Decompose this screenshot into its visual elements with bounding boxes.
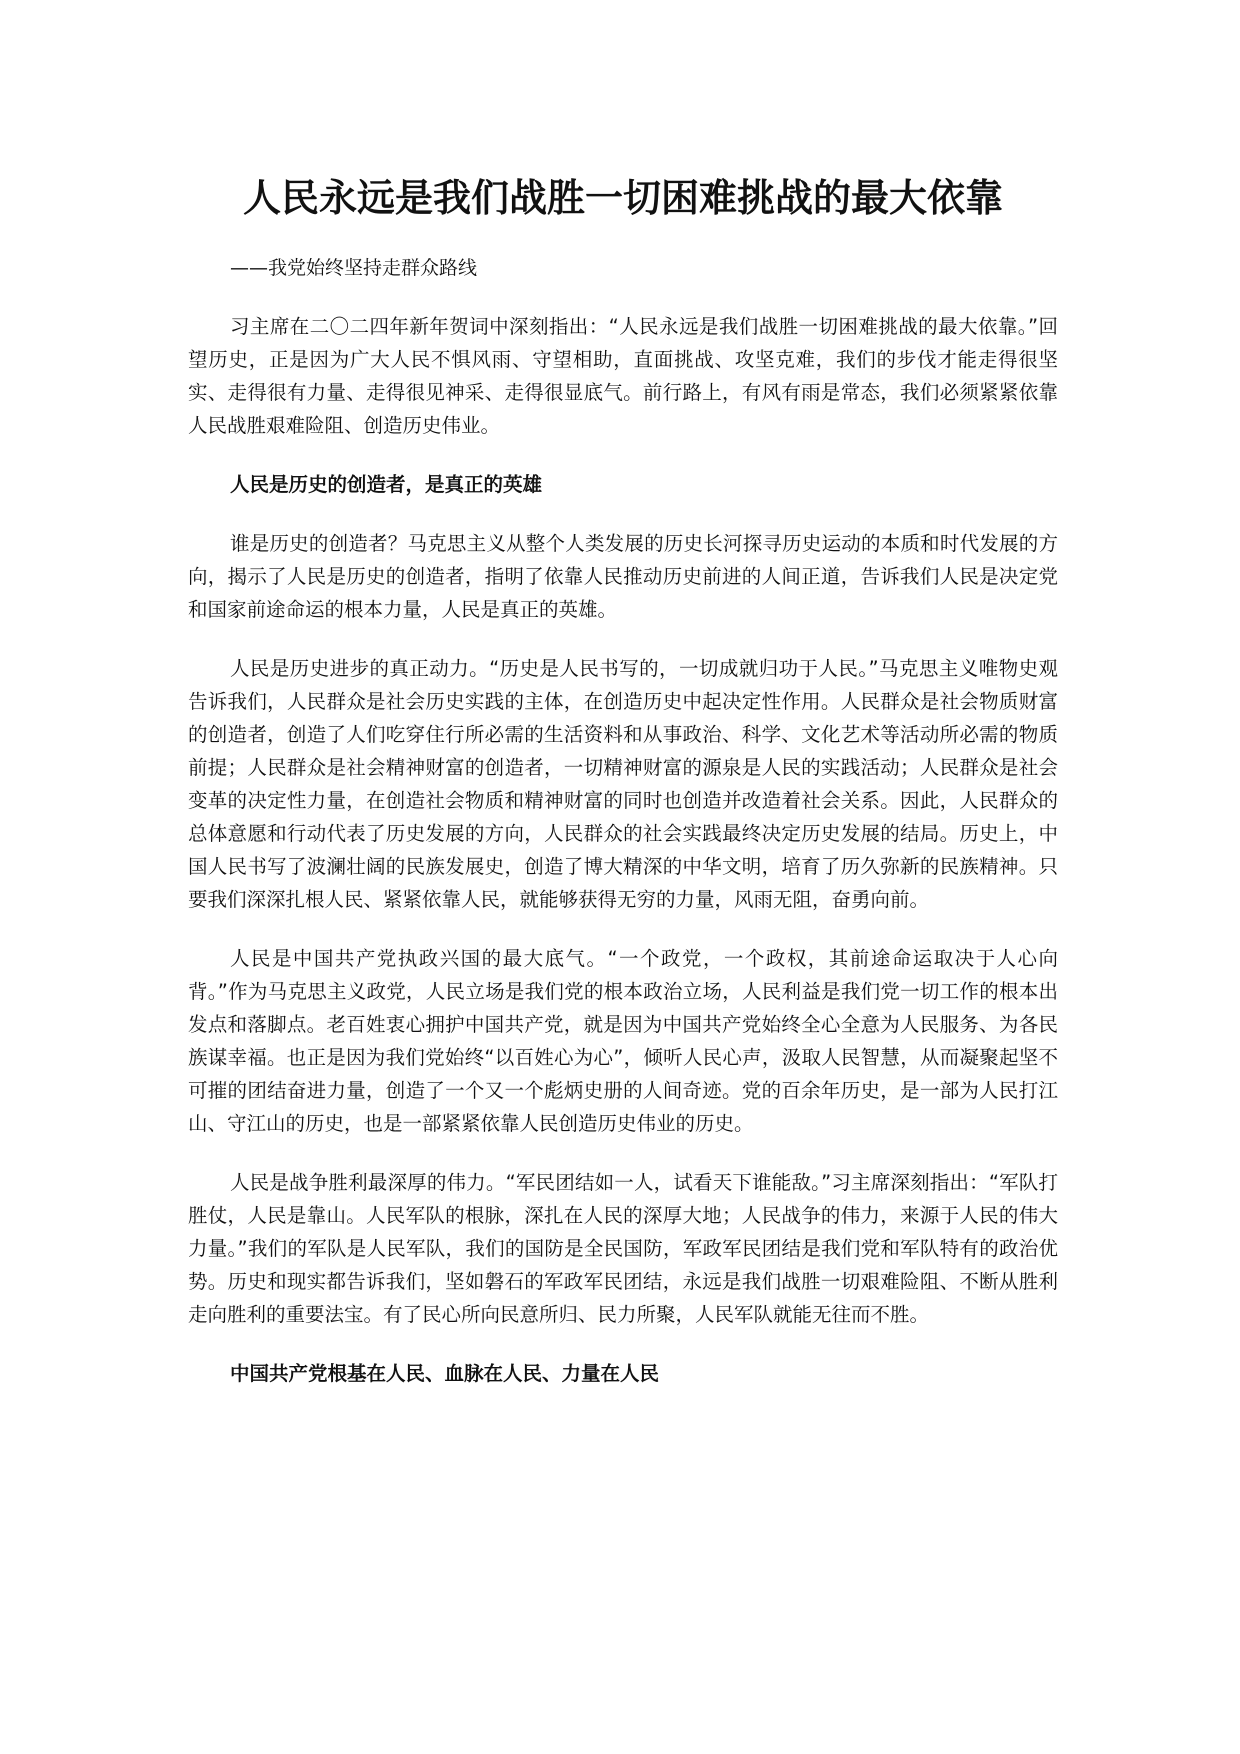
paragraph-2: 人民是历史进步的真正动力。“历史是人民书写的，一切成就归功于人民。”马克思主义唯物史观告诉我们，人民群众是社会历史实践的主体，在创造历史中起决定性作用。人民群众是社会物质财富的创造者，创造了人们吃穿住行所必需的生活资料和从事政治、科学、文化艺术等活动所必需的物质前提；人民群众是社会精神财富的创造者，一切精神财富的源泉是人民的实践活动；人民群众是社会变革的决定性力量，在创造社会物质和精神财富的同时也创造并改造着社会关系。因此，人民群众的总体意愿和行动代表了历史发展的方向，人民群众的社会实践最终决定历史发展的结局。历史上，中国人民书写了波澜壮阔的民族发展史，创造了博大精深的中华文明，培育了历久弥新的民族精神。只要我们深深扎根人民、紧紧依靠人民，就能够获得无穷的力量，风雨无阻，奋勇向前。 <box>188 657 1058 911</box>
document-title: 人民永远是我们战胜一切困难挑战的最大依靠 <box>242 176 1003 220</box>
document-subtitle: ——我党始终坚持走群众路线 <box>230 257 478 279</box>
paragraph-1: 谁是历史的创造者？马克思主义从整个人类发展的历史长河探寻历史运动的本质和时代发展的方向，揭示了人民是历史的创造者，指明了依靠人民推动历史前进的人间正道，告诉我们人民是决定党和国家前途命运的根本力量，人民是真正的英雄。 <box>188 532 1058 621</box>
section-heading-1: 人民是历史的创造者，是真正的英雄 <box>230 473 543 496</box>
paragraph-3: 人民是中国共产党执政兴国的最大底气。“一个政党，一个政权，其前途命运取决于人心向背。”作为马克思主义政党，人民立场是我们党的根本政治立场，人民利益是我们党一切工作的根本出发点和落脚点。老百姓衷心拥护中国共产党，就是因为中国共产党始终全心全意为人民服务、为各民族谋幸福。也正是因为我们党始终“以百姓心为心”，倾听人民心声，汲取人民智慧，从而凝聚起坚不可摧的团结奋进力量，创造了一个又一个彪炳史册的人间奇迹。党的百余年历史，是一部为人民打江山、守江山的历史，也是一部紧紧依靠人民创造历史伟业的历史。 <box>188 947 1058 1135</box>
section-heading-2: 中国共产党根基在人民、血脉在人民、力量在人民 <box>230 1362 660 1385</box>
intro-paragraph: 习主席在二〇二四年新年贺词中深刻指出：“人民永远是我们战胜一切困难挑战的最大依靠。”回望历史，正是因为广大人民不惧风雨、守望相助，直面挑战、攻坚克难，我们的步伐才能走得很坚实、走得很有力量、走得很见神采、走得很显底气。前行路上，有风有雨是常态，我们必须紧紧依靠人民战胜艰难险阻、创造历史伟业。 <box>188 315 1058 437</box>
document-page <box>188 170 1058 1390</box>
paragraph-4: 人民是战争胜利最深厚的伟力。“军民团结如一人，试看天下谁能敌。”习主席深刻指出：“军队打胜仗，人民是靠山。人民军队的根脉，深扎在人民的深厚大地；人民战争的伟力，来源于人民的伟大力量。”我们的军队是人民军队，我们的国防是全民国防，军政军民团结是我们党和军队特有的政治优势。历史和现实都告诉我们，坚如磐石的军政军民团结，永远是我们战胜一切艰难险阻、不断从胜利走向胜利的重要法宝。有了民心所向民意所归、民力所聚，人民军队就能无往而不胜。 <box>188 1171 1058 1326</box>
